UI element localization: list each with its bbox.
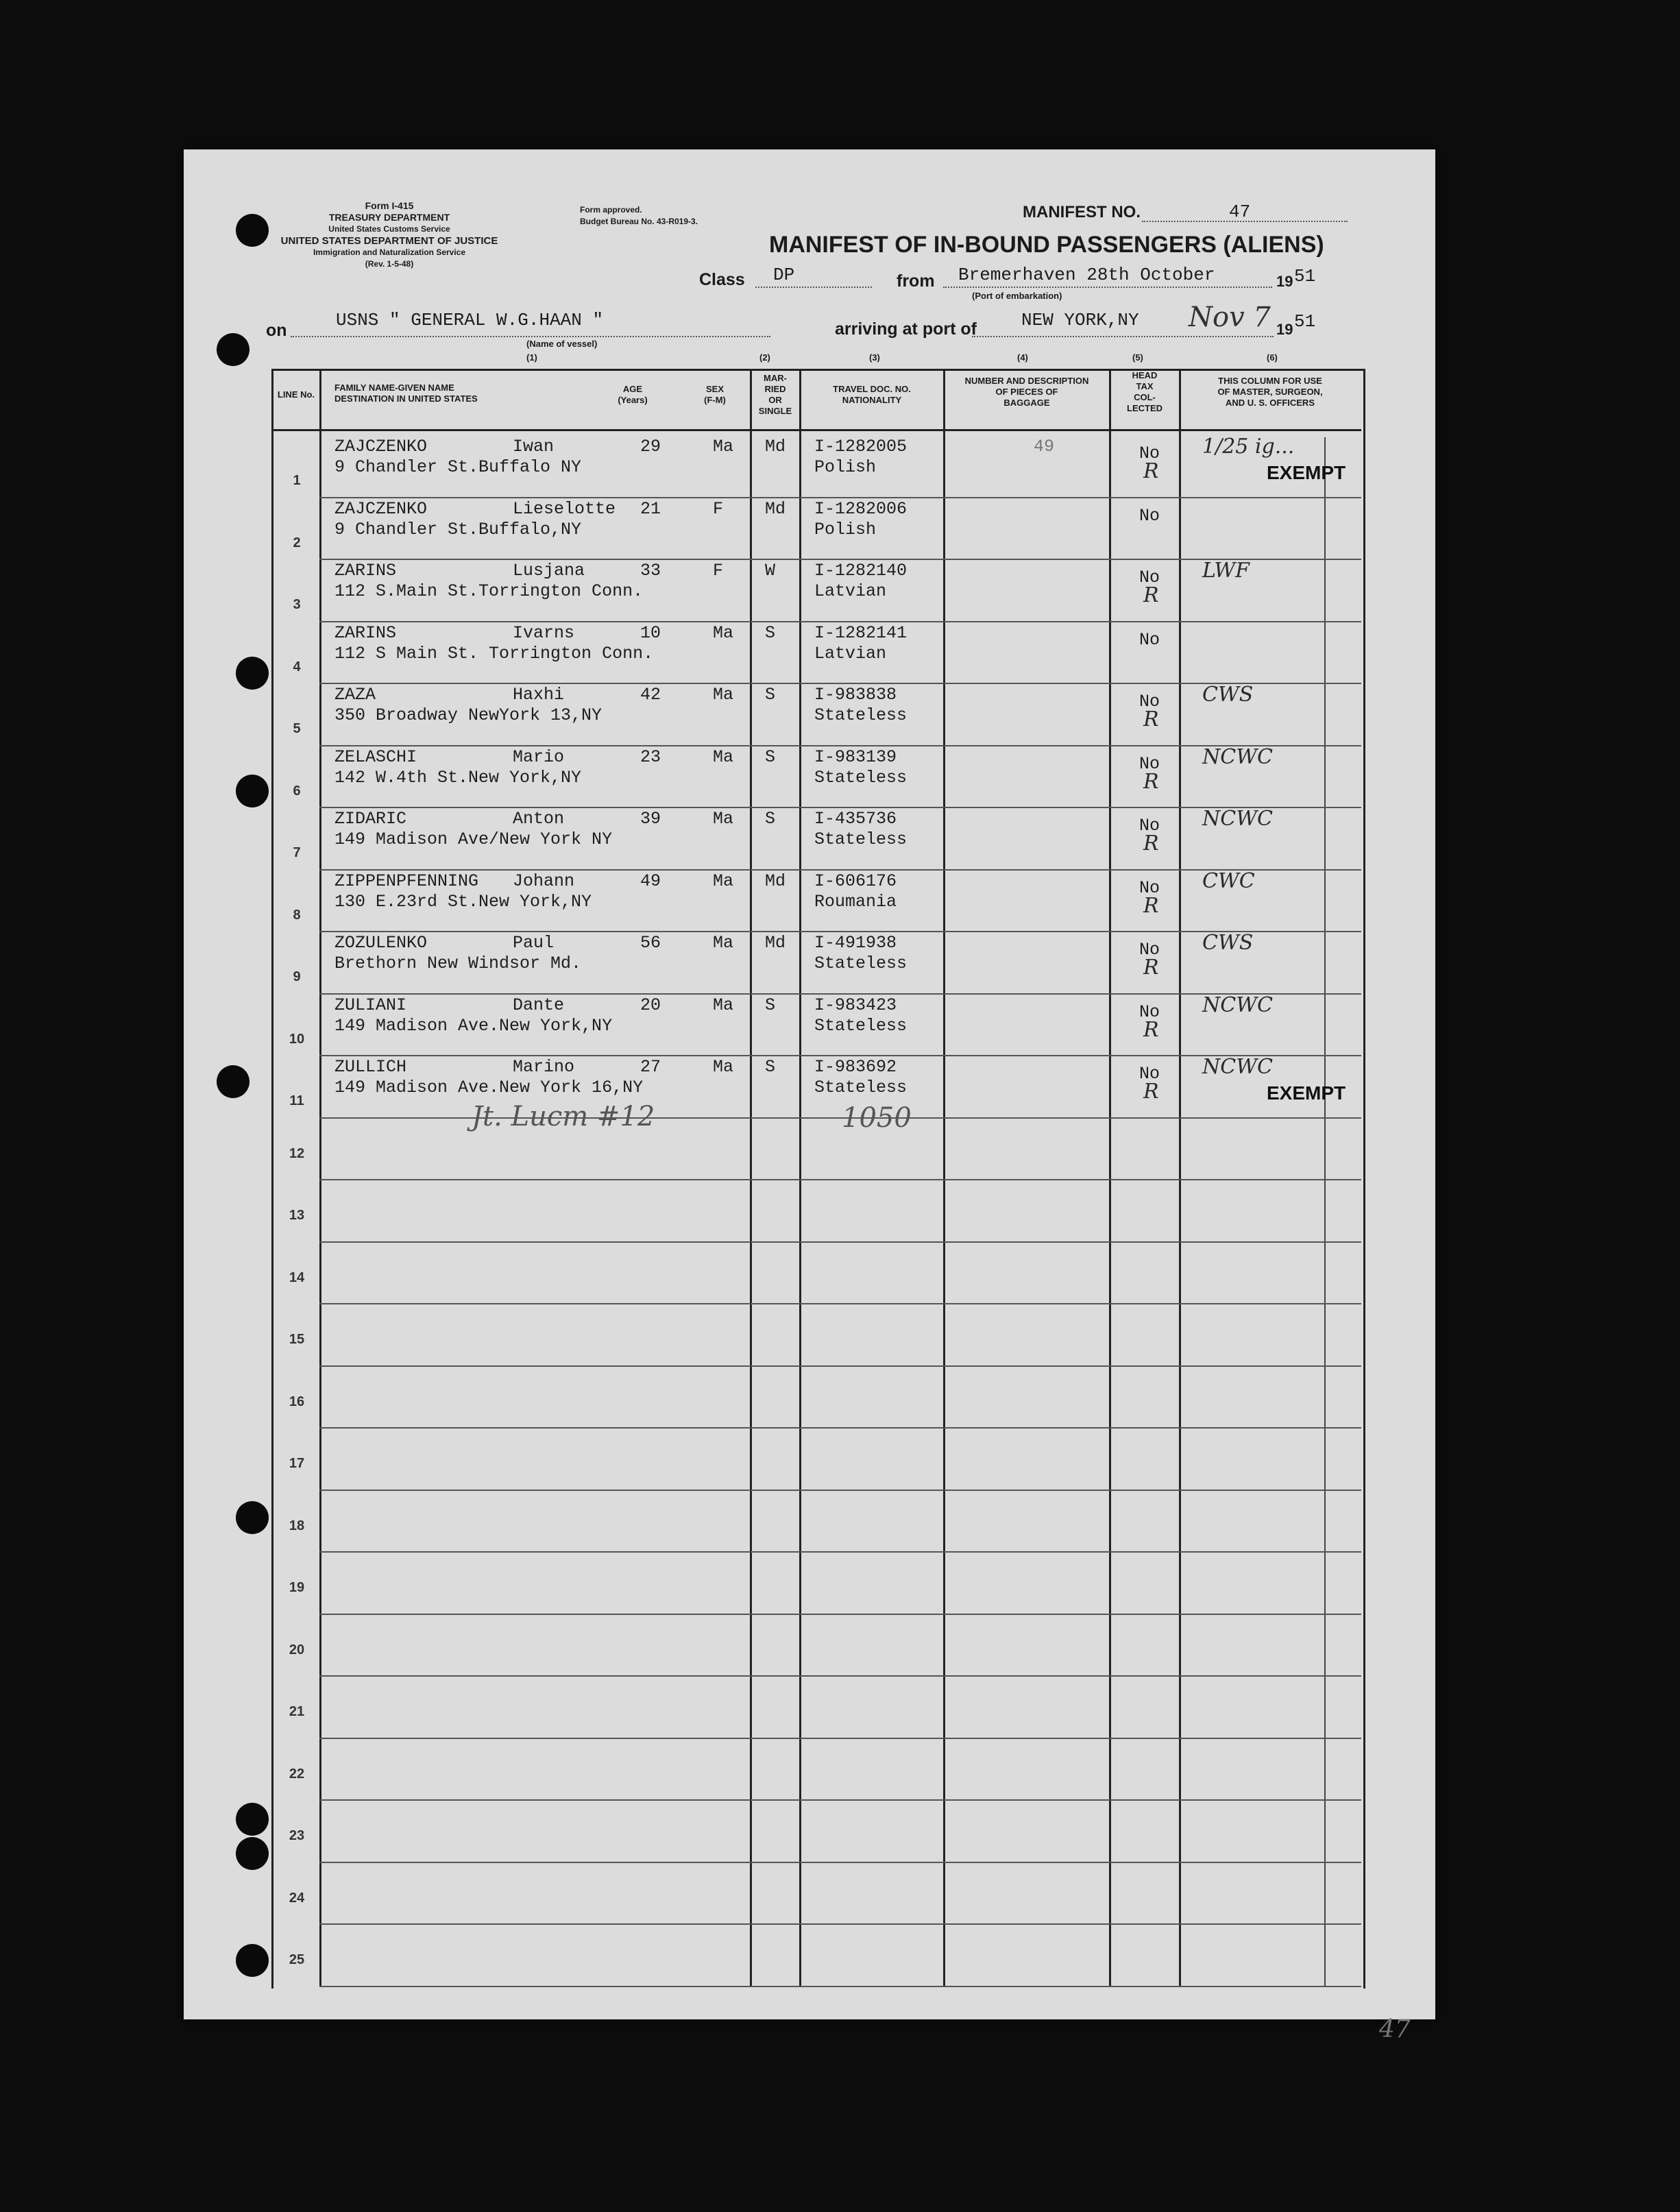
row-line-number: 6: [293, 783, 301, 799]
col-line-sex-end: [750, 369, 752, 1986]
col-num-6: (6): [1267, 352, 1278, 363]
treasury-dept: TREASURY DEPARTMENT: [328, 212, 450, 223]
head-tax-initial: R: [1143, 831, 1159, 855]
passenger-age: 42: [640, 685, 661, 705]
passenger-sex: F: [713, 498, 724, 519]
passenger-destination: 112 S Main St. Torrington Conn.: [334, 643, 654, 664]
row-rule: [319, 1738, 1361, 1739]
passenger-destination: 149 Madison Ave.New York 16,NY: [334, 1078, 644, 1097]
passenger-marital-status: W: [765, 561, 776, 581]
passenger-family-name: ZARINS: [334, 622, 397, 643]
vessel-label: (Name of vessel): [526, 339, 598, 349]
punch-hole: [236, 1837, 269, 1870]
passenger-family-name: ZARINS: [334, 561, 397, 581]
row-line-number: 23: [289, 1828, 305, 1843]
port-embark-label: (Port of embarkation): [972, 291, 1062, 301]
nationality: Stateless: [814, 953, 908, 973]
officer-annotation: NCWC: [1202, 807, 1273, 831]
passenger-sex: Ma: [713, 809, 734, 829]
from-value: Bremerhaven 28th October: [958, 265, 1215, 285]
passenger-given-name: Marino: [513, 1057, 575, 1077]
hdr-officers: THIS COLUMN FOR USE OF MASTER, SURGEON, AND U. S. OFFICERS: [1217, 376, 1323, 408]
passenger-destination: 112 S.Main St.Torrington Conn.: [334, 581, 644, 601]
passenger-family-name: ZAZA: [334, 685, 376, 705]
row-rule: [319, 1799, 1361, 1801]
passenger-destination: 149 Madison Ave/New York NY: [334, 829, 613, 849]
col-line-travel-end: [943, 369, 945, 1986]
vessel-underline: [291, 336, 770, 337]
col-line-married-end: [799, 369, 801, 1986]
nationality: Stateless: [814, 1078, 908, 1097]
passenger-given-name: Lusjana: [513, 561, 585, 581]
passenger-sex: Ma: [713, 1057, 734, 1077]
passenger-destination: 142 W.4th St.New York,NY: [334, 767, 582, 788]
row-line-number: 21: [289, 1704, 305, 1719]
row-rule: [319, 1551, 1361, 1553]
row-line-number: 5: [293, 721, 301, 736]
head-tax-initial: R: [1143, 769, 1159, 794]
row-line-number: 18: [289, 1518, 305, 1533]
row-line-number: 1: [293, 473, 301, 488]
nationality: Stateless: [814, 767, 908, 788]
passenger-marital-status: S: [765, 1057, 776, 1077]
passenger-given-name: Iwan: [513, 437, 555, 457]
punch-hole: [236, 775, 269, 807]
approval-block: [580, 204, 698, 228]
travel-doc-no: I-983838: [814, 685, 897, 705]
col-line-lineno: [319, 369, 321, 1986]
row-line-number: 3: [293, 597, 301, 612]
head-tax-collected: No: [1139, 443, 1160, 463]
head-tax-initial: R: [1143, 1080, 1159, 1104]
year-prefix-1: 19: [1276, 273, 1293, 290]
passenger-family-name: ZULLICH: [334, 1057, 407, 1077]
head-tax-initial: R: [1143, 1017, 1159, 1042]
form-approved: Form approved.: [580, 205, 642, 215]
passenger-age: 33: [640, 561, 661, 581]
passenger-destination: Brethorn New Windsor Md.: [334, 953, 582, 973]
from-underline: [943, 287, 1272, 288]
passenger-age: 20: [640, 995, 661, 1015]
col-line-tax-end: [1179, 369, 1181, 1986]
passenger-sex: Ma: [713, 933, 734, 953]
row-line-number: 15: [289, 1332, 305, 1347]
manifest-title: MANIFEST OF IN-BOUND PASSENGERS (ALIENS): [769, 232, 1324, 258]
row-rule: [319, 1303, 1361, 1304]
punch-hole: [236, 214, 269, 247]
hdr-age: AGE (Years): [618, 384, 648, 405]
hdr-travel: TRAVEL DOC. NO. NATIONALITY: [833, 384, 911, 405]
class-underline: [755, 287, 872, 288]
passenger-destination: 130 E.23rd St.New York,NY: [334, 891, 592, 912]
hdr-married: MAR- RIED OR SINGLE: [758, 373, 792, 416]
col-num-1: (1): [526, 352, 537, 363]
row-rule: [319, 1179, 1361, 1180]
passenger-sex: Ma: [713, 437, 734, 457]
arriving-label: arriving at port of: [835, 319, 977, 339]
travel-doc-no: I-606176: [814, 871, 897, 891]
travel-doc-no: I-435736: [814, 809, 897, 829]
row-line-number: 4: [293, 659, 301, 674]
passenger-sex: Ma: [713, 995, 734, 1015]
passenger-age: 49: [640, 871, 661, 891]
travel-doc-no: I-983692: [814, 1057, 897, 1077]
travel-doc-no: I-1282005: [814, 437, 908, 457]
row-line-number: 9: [293, 969, 301, 984]
head-tax-collected: No: [1139, 1001, 1160, 1022]
passenger-given-name: Mario: [513, 746, 565, 767]
nationality: Roumania: [814, 891, 897, 912]
arrival-port: NEW YORK,NY: [1021, 310, 1139, 330]
row-line-number: 25: [289, 1952, 305, 1967]
passenger-sex: Ma: [713, 746, 734, 767]
passenger-family-name: ZULIANI: [334, 995, 407, 1015]
passenger-family-name: ZIPPENPFENNING: [334, 871, 479, 891]
passenger-given-name: Johann: [513, 871, 575, 891]
row-line-number: 10: [289, 1031, 305, 1047]
row-line-number: 12: [289, 1145, 305, 1161]
form-revision: (Rev. 1-5-48): [365, 259, 414, 269]
punch-hole: [217, 1065, 249, 1098]
row-rule: [319, 1862, 1361, 1863]
header-divider: [271, 429, 1361, 431]
passenger-sex: Ma: [713, 685, 734, 705]
row-line-number: 7: [293, 845, 301, 860]
customs-service: United States Customs Service: [328, 224, 450, 234]
row-line-number: 14: [289, 1269, 305, 1285]
passenger-marital-status: Md: [765, 933, 786, 953]
passenger-destination: 149 Madison Ave.New York,NY: [334, 1015, 613, 1036]
head-tax-collected: No: [1139, 692, 1160, 712]
punch-hole: [236, 1501, 269, 1534]
row-line-number: 16: [289, 1394, 305, 1409]
officer-annotation: NCWC: [1202, 993, 1273, 1017]
row-rule: [319, 1427, 1361, 1429]
col-num-4: (4): [1017, 352, 1028, 363]
officer-annotation: CWS: [1202, 931, 1254, 955]
exempt-stamp: EXEMPT: [1267, 1082, 1346, 1104]
vessel-name: USNS " GENERAL W.G.HAAN ": [336, 310, 604, 330]
form-id-block: [273, 200, 506, 270]
passenger-age: 56: [640, 933, 661, 953]
passenger-family-name: ZAJCZENKO: [334, 498, 428, 519]
row-line-number: 17: [289, 1456, 305, 1471]
passenger-age: 39: [640, 809, 661, 829]
passenger-marital-status: Md: [765, 498, 786, 519]
row-rule: [319, 1675, 1361, 1677]
officer-annotation: LWF: [1202, 559, 1250, 583]
on-label: on: [266, 321, 287, 340]
officer-annotation: CWS: [1202, 683, 1254, 707]
passenger-sex: F: [713, 561, 724, 581]
travel-doc-no: I-1282006: [814, 498, 908, 519]
passenger-age: 10: [640, 622, 661, 643]
year-prefix-2: 19: [1276, 321, 1293, 338]
col-num-2: (2): [759, 352, 770, 363]
manifest-no-value: 47: [1229, 202, 1251, 222]
year-1: 51: [1294, 266, 1316, 287]
passenger-given-name: Haxhi: [513, 685, 565, 705]
passenger-marital-status: S: [765, 685, 776, 705]
passenger-given-name: Dante: [513, 995, 565, 1015]
row-line-number: 24: [289, 1890, 305, 1906]
manifest-page: [184, 149, 1435, 2019]
head-tax-collected: No: [1139, 568, 1160, 587]
punch-hole: [236, 1944, 269, 1977]
page-number: 47: [1379, 2015, 1411, 2043]
row-rule: [319, 1241, 1361, 1243]
passenger-family-name: ZAJCZENKO: [334, 437, 428, 457]
passenger-given-name: Paul: [513, 933, 555, 953]
passenger-marital-status: S: [765, 746, 776, 767]
arrival-date-handwritten: Nov 7: [1189, 302, 1271, 333]
passenger-family-name: ZELASCHI: [334, 746, 417, 767]
nationality: Stateless: [814, 829, 908, 849]
travel-doc-no: I-491938: [814, 933, 897, 953]
travel-doc-no: I-983139: [814, 746, 897, 767]
punch-hole: [236, 657, 269, 690]
head-tax-collected: No: [1139, 816, 1160, 836]
nationality: Polish: [814, 519, 877, 539]
col-line-baggage-end: [1109, 369, 1111, 1986]
passenger-given-name: Ivarns: [513, 622, 575, 643]
nationality: Stateless: [814, 705, 908, 725]
head-tax-initial: R: [1143, 707, 1159, 731]
class-label: Class: [699, 270, 745, 289]
nationality: Stateless: [814, 1015, 908, 1036]
passenger-destination: 9 Chandler St.Buffalo NY: [334, 457, 582, 477]
head-tax-initial: R: [1143, 956, 1159, 980]
nationality: Polish: [814, 457, 877, 477]
head-tax-initial: R: [1143, 583, 1159, 607]
row-line-number: 11: [289, 1093, 304, 1108]
manifest-no-label: MANIFEST NO.: [1023, 203, 1141, 221]
travel-doc-no: I-983423: [814, 995, 897, 1015]
budget-bureau: Budget Bureau No. 43-R019-3.: [580, 217, 698, 226]
form-number: Form I-415: [365, 200, 414, 211]
baggage-count: 49: [1034, 437, 1055, 457]
officer-annotation: CWC: [1202, 868, 1255, 893]
row-line-number: 8: [293, 907, 301, 923]
punch-hole: [217, 333, 249, 366]
officer-subdivider: [1324, 437, 1326, 1986]
travel-doc-no: I-1282140: [814, 561, 908, 581]
port-underline: [972, 336, 1274, 337]
officer-annotation: NCWC: [1202, 1055, 1273, 1079]
head-tax-initial: R: [1143, 459, 1159, 483]
head-tax-collected: No: [1139, 877, 1160, 898]
row-rule: [319, 1923, 1361, 1925]
nationality: Latvian: [814, 643, 887, 664]
passenger-age: 23: [640, 746, 661, 767]
passenger-marital-status: S: [765, 622, 776, 643]
passenger-sex: Ma: [713, 871, 734, 891]
head-tax-collected: No: [1139, 1064, 1160, 1084]
hdr-headtax: HEAD TAX COL- LECTED: [1127, 370, 1162, 413]
passenger-age: 27: [640, 1057, 661, 1077]
row-line-number: 19: [289, 1580, 305, 1595]
row-rule: [319, 1986, 1361, 1987]
hdr-line-no: LINE No.: [277, 389, 315, 400]
hdr-sex: SEX (F-M): [704, 384, 726, 405]
passenger-marital-status: Md: [765, 437, 786, 457]
class-value: DP: [773, 265, 795, 285]
row-line-number: 13: [289, 1208, 305, 1223]
head-tax-collected: No: [1139, 940, 1160, 960]
justice-dept: UNITED STATES DEPARTMENT OF JUSTICE: [280, 235, 498, 247]
head-tax-collected: No: [1139, 629, 1160, 650]
head-tax-initial: R: [1143, 893, 1159, 918]
hdr-name: FAMILY NAME-GIVEN NAME DESTINATION IN UNITED STATES: [334, 382, 478, 404]
head-tax-collected: No: [1139, 753, 1160, 774]
passenger-family-name: ZOZULENKO: [334, 933, 428, 953]
row-rule: [319, 1490, 1361, 1491]
row-rule: [319, 1365, 1361, 1367]
nationality: Latvian: [814, 581, 887, 601]
travel-doc-no: I-1282141: [814, 622, 908, 643]
footer-count: 1050: [842, 1102, 912, 1134]
row-rule: [319, 1614, 1361, 1615]
passenger-given-name: Anton: [513, 809, 565, 829]
officer-annotation: 1/25 ig...: [1202, 435, 1295, 459]
row-line-number: 2: [293, 535, 301, 550]
passenger-marital-status: S: [765, 809, 776, 829]
col-num-5: (5): [1132, 352, 1143, 363]
officer-annotation: NCWC: [1202, 744, 1273, 769]
passenger-given-name: Lieselotte: [513, 498, 616, 519]
head-tax-collected: No: [1139, 505, 1160, 526]
passenger-marital-status: S: [765, 995, 776, 1015]
passenger-age: 21: [640, 498, 661, 519]
from-label: from: [897, 271, 935, 291]
year-2: 51: [1294, 311, 1316, 332]
passenger-marital-status: Md: [765, 871, 786, 891]
passenger-sex: Ma: [713, 622, 734, 643]
passenger-destination: 9 Chandler St.Buffalo,NY: [334, 519, 582, 539]
col-num-3: (3): [869, 352, 880, 363]
hdr-baggage: NUMBER AND DESCRIPTION OF PIECES OF BAGGAGE: [964, 376, 1089, 408]
passenger-age: 29: [640, 437, 661, 457]
row-line-number: 20: [289, 1642, 305, 1657]
punch-hole: [236, 1803, 269, 1836]
passenger-destination: 350 Broadway NewYork 13,NY: [334, 705, 602, 725]
row-line-number: 22: [289, 1766, 305, 1782]
footer-handwriting: Jt. Lucm #12: [472, 1101, 655, 1132]
exempt-stamp: EXEMPT: [1267, 462, 1346, 483]
passenger-family-name: ZIDARIC: [334, 809, 407, 829]
ins-service: Immigration and Naturalization Service: [313, 247, 466, 257]
